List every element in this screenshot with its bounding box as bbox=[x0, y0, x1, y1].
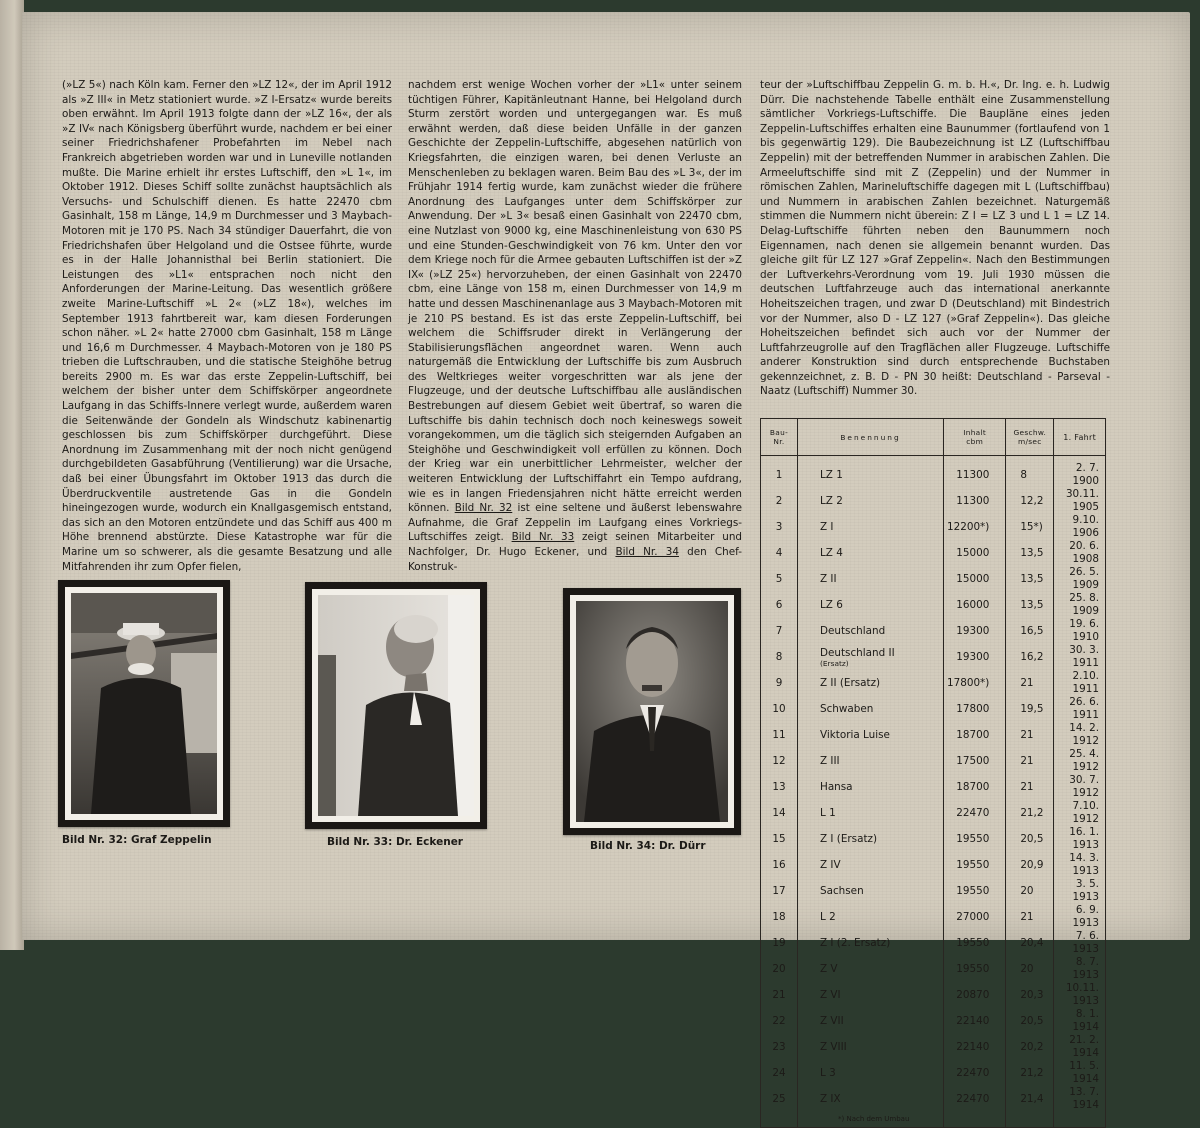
ref-bild-33: Bild Nr. 33 bbox=[511, 531, 575, 544]
table-row: 23 Z VIII 22140 20,2 21. 2. 1914 bbox=[761, 1034, 1106, 1060]
header-erste-fahrt: 1. Fahrt bbox=[1054, 419, 1106, 456]
table-header-row bbox=[761, 419, 1106, 456]
column-3-text: teur der »Luftschiffbau Zeppelin G. m. b. H.«, Dr. Ing. e. h. Ludwig Dürr. Die nachstehende Tabelle enthält eine Zusammenstellung sämtlicher Vorkriegs-Luftschiffe. Die Baupläne eines jeden Zeppelin-Luftschiffes erhalten eine Baunummer (fortlaufend von 1 bis gegenwärtig 129). Die Baubezeichnung ist LZ (Luftschiffbau Zeppelin) mit der betreffenden Nummer in arabischen Zahlen. Die Armeeluftschiffe sind mit Z (Zeppelin) und der Nummer in römischen Zahlen, Marineluftschiffe dagegen mit L (Luftschiffbau) und Nummern in arabischen Zahlen bezeichnet. Naturgemäß stimmen die Nummern nicht überein: Z I = LZ 3 und L 1 = LZ 14. Delag-Luftschiffe führten neben den Baunummern noch Eigennamen, nach denen sie allgemein benannt wurden. Das gleiche gilt für LZ 127 »Graf Zeppelin«. Nach den Bestimmungen der Luftverkehrs-Verordnung vom 19. Juli 1930 müssen die deutschen Luftfahrzeuge auch das international anerkannte Hoheitszeichen tragen, und zwar D (Deutschland) mit Bindestrich vor der Nummer, also D - LZ 127 (»Graf Zeppelin«). Das gleiche Hoheitszeichen befindet sich auch vor der Nummer der Luftfahrzeugrolle auf den Tragflächen aller Flugzeuge. Luftschiffe anderer Konstruktion sind durch entsprechende Buchstaben gekennzeichnet, z. B. D - PN 30 heißt: Deutschland - Parseval - Naatz (Luftschiff) Nummer 30. bbox=[760, 79, 1110, 398]
ref-bild-32: Bild Nr. 32 bbox=[454, 502, 513, 515]
table-row: 12 Z III 17500 21 25. 4. 1912 bbox=[761, 748, 1106, 774]
table-row: 10 Schwaben 17800 19,5 26. 6. 1911 bbox=[761, 696, 1106, 722]
ref-bild-34: Bild Nr. 34 bbox=[615, 546, 679, 558]
column-1-text: (»LZ 5«) nach Köln kam. Ferner den »LZ 12«, der im April 1912 als »Z III« in Metz stationiert wurde. »Z I-Ersatz« wurde bereits oben erwähnt. Im April 1913 folgte dann der »LZ 16«, der als »Z IV« nach Königsberg überführt wurde, nachdem er bei einer seiner Friedrichshafener Probefahrten im Nebel nach Frankreich abgetrieben worden war und in Luneville notlanden mußte. Die Marine erhielt ihr erstes Luftschiff, den »L 1«, im Oktober 1912. Dieses Schiff sollte zunächst hauptsächlich als Versuchs- und Schulschiff dienen. Es hatte 22470 cbm Gasinhalt, 158 m Länge, 14,9 m Durchmesser und 3 Maybach-Motoren mit je 170 PS. Nach 34 stündiger Dauerfahrt, die von Friedrichshafen über Helgoland und die Ostsee führte, wurde es in der Halle Johannisthal bei Berlin stationiert. Die Leistungen des »L1« entsprachen noch nicht den Anforderungen der Marine-Leitung. Das wesentlich größere zweite Marine-Luftschiff »L 2« (»LZ 18«), welches im September 1913 fahrtbereit war, kam diesen Forderungen schon näher. »L 2« hatte 27000 cbm Gasinhalt, 158 m Länge und 16,6 m Durchmesser. 4 Maybach-Motoren von je 180 PS trieben die Luftschrauben, und die statische Steighöhe betrug bereits 2900 m. Es war das erste Zeppelin-Luftschiff, bei welchem der bisher unter dem Schiffskörper angeordnete Laufgang in das Schiffs-Innere verlegt wurde, außerdem waren die Seitenwände der Gondeln als Windschutz kabinenartig geschlossen bis zum Schiffskörper durchgeführt. Diese Anordnung im Zusammenhang mit der noch nicht genügend durchgebildeten Gasabführung (Ventilierung) war die Ursache, daß bei einer Übungsfahrt im Oktober 1913 das durch die Überdruckventile austretende Gas in die Gondeln hineingezogen wurde, wodurch ein Knallgasgemisch entstand, das sich an den Motoren entzündete und das Schiff aus 400 m Höhe brennend abstürzte. Diese Katastrophe war für die Marine um so schwerer, als die gesamte Besatzung und alle Mitfahrenden ihr zum Opfer fielen, bbox=[62, 79, 392, 573]
caption-bild-34: Bild Nr. 34: Dr. Dürr bbox=[590, 840, 706, 852]
photo-graf-zeppelin bbox=[58, 580, 230, 827]
table-row: 13 Hansa 18700 21 30. 7. 1912 bbox=[761, 774, 1106, 800]
book-spine bbox=[0, 0, 24, 950]
table-row: 9 Z II (Ersatz) 17800*) 21 2.10. 1911 bbox=[761, 670, 1106, 696]
table-footnote-row bbox=[761, 1112, 1106, 1128]
photo-dr-eckener-image bbox=[318, 595, 474, 816]
header-geschw: Geschw. m/sec bbox=[1006, 419, 1054, 456]
table-row: 17 Sachsen 19550 20 3. 5. 1913 bbox=[761, 878, 1106, 904]
caption-bild-33: Bild Nr. 33: Dr. Eckener bbox=[327, 836, 463, 848]
table-row: 14 L 1 22470 21,2 7.10. 1912 bbox=[761, 800, 1106, 826]
table-row: 7 Deutschland 19300 16,5 19. 6. 1910 bbox=[761, 618, 1106, 644]
table-row: 20 Z V 19550 20 8. 7. 1913 bbox=[761, 956, 1106, 982]
photo-dr-eckener bbox=[305, 582, 487, 829]
photo-dr-duerr-image bbox=[576, 601, 728, 822]
table-row: 15 Z I (Ersatz) 19550 20,5 16. 1. 1913 bbox=[761, 826, 1106, 852]
table-row: 25 Z IX 22470 21,4 13. 7. 1914 bbox=[761, 1086, 1106, 1112]
header-benennung: Benennung bbox=[798, 419, 944, 456]
table-row: 24 L 3 22470 21,2 11. 5. 1914 bbox=[761, 1060, 1106, 1086]
table-row: 21 Z VI 20870 20,3 10.11. 1913 bbox=[761, 982, 1106, 1008]
table-row: 1 LZ 1 11300 8 2. 7. 1900 bbox=[761, 456, 1106, 489]
table-row: 5 Z II 15000 13,5 26. 5. 1909 bbox=[761, 566, 1106, 592]
table-row: 3 Z I 12200*) 15*) 9.10. 1906 bbox=[761, 514, 1106, 540]
column-2-after-32: ist eine seltene und äußerst lebenswahre Aufnahme, die Graf Zeppelin im Laufgang eines Vorkriegs-Luftschiffes zeigt. bbox=[408, 502, 742, 544]
table-row: 2 LZ 2 11300 12,2 30.11. 1905 bbox=[761, 488, 1106, 514]
text-column-3 bbox=[760, 78, 1110, 399]
text-column-1 bbox=[62, 78, 392, 574]
table-row: 22 Z VII 22140 20,5 8. 1. 1914 bbox=[761, 1008, 1106, 1034]
table-body bbox=[761, 456, 1106, 1128]
airship-table bbox=[760, 418, 1106, 1128]
table-row: 6 LZ 6 16000 13,5 25. 8. 1909 bbox=[761, 592, 1106, 618]
caption-bild-32: Bild Nr. 32: Graf Zeppelin bbox=[62, 834, 212, 846]
text-column-2 bbox=[408, 78, 742, 574]
header-bau-nr: Bau- Nr. bbox=[761, 419, 798, 456]
column-2-text bbox=[408, 78, 742, 574]
photo-graf-zeppelin-image bbox=[71, 593, 217, 814]
header-inhalt: Inhalt cbm bbox=[944, 419, 1006, 456]
column-2-body: nachdem erst wenige Wochen vorher der »L1« unter seinem tüchtigen Führer, Kapitänleutnant Hanne, bei Helgoland durch Sturm zerstört worden und untergegangen war. Es muß erwähnt werden, daß diese beiden Unfälle in der ganzen Geschichte der Zeppelin-Luftschiffe, abgesehen natürlich von Kriegsfahrten, die einzigen waren, bei denen Verluste an Menschenleben zu beklagen waren. Beim Bau des »L 3«, der im Frühjahr 1914 fertig wurde, kam zunächst wieder die frühere Anordnung des Laufganges unter dem Schiffskörper zur Anwendung. Der »L 3« besaß einen Gasinhalt von 22470 cbm, eine Nutzlast von 9000 kg, eine Maschinenleistung von 630 PS und eine Stunden-Geschwindigkeit von 76 km. Unter den vor dem Kriege noch für die Armee gebauten Luftschiffen ist der »Z IX« (»LZ 25«) hervorzuheben, der einen Gasinhalt von 22470 cbm, eine Länge von 158 m, einen Durchmesser von 14,9 m hatte und dessen Maschinenanlage aus 3 Maybach-Motoren mit je 210 PS bestand. Es ist das erste Zeppelin-Luftschiff, bei welchem die Schiffsruder direkt in Verlängerung der Stabilisierungsflächen angeordnet waren. Wenn auch naturgemäß die Entwicklung der Luftschiffe bis zum Ausbruch des Weltkrieges weiter vorgeschritten war als jene der Flugzeuge, und der deutsche Luftschiffbau alle ausländischen Bestrebungen auf diesem Gebiet weit übertraf, so waren die Luftschiffe bis dahin technisch doch noch keineswegs soweit vorangekommen, um die täglich sich steigernden Aufgaben an Steighöhe und Geschwindigkeit voll erfüllen zu können. Doch der Krieg war ein unerbittlicher Lehrmeister, welcher der weiteren Entwicklung der Luftschiffahrt ein Tempo aufdrang, wie es in langen Friedensjahren nicht hätte erreicht werden können. bbox=[408, 79, 742, 515]
table-footnote: *) Nach dem Umbau bbox=[798, 1112, 944, 1128]
table-row: 18 L 2 27000 21 6. 9. 1913 bbox=[761, 904, 1106, 930]
table-row: 19 Z I (2. Ersatz) 19550 20,4 7. 6. 1913 bbox=[761, 930, 1106, 956]
column-2-after-33: zeigt seinen Mitarbeiter und Nachfolger, Dr. Hugo Eckener, und bbox=[408, 531, 742, 558]
table-row: 16 Z IV 19550 20,9 14. 3. 1913 bbox=[761, 852, 1106, 878]
table-row: 8 Deutschland II (Ersatz) 19300 16,2 30. 3. 1911 bbox=[761, 644, 1106, 670]
column-2-after-34: den Chef-Konstruk- bbox=[408, 546, 742, 573]
photo-dr-duerr bbox=[563, 588, 741, 835]
table-row: 11 Viktoria Luise 18700 21 14. 2. 1912 bbox=[761, 722, 1106, 748]
table-row: 4 LZ 4 15000 13,5 20. 6. 1908 bbox=[761, 540, 1106, 566]
